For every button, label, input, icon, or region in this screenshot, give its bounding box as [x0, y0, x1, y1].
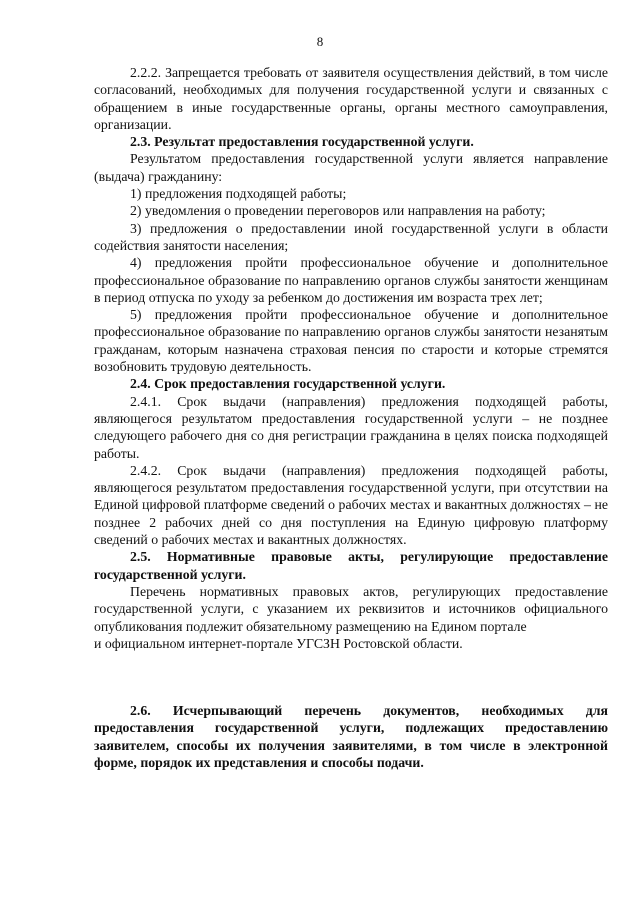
body-paragraph: 2.4.1. Срок выдачи (направления) предложения подходящей работы, являющегося результатом предоставления государственной услуги – не позднее следующего рабочего дня со дня регистрации гражданина в целях поиска подходящей работы. — [94, 393, 608, 461]
body-paragraph: и официальном интернет-портале УГСЗН Ростовской области. — [94, 635, 463, 651]
section-spacer — [94, 652, 608, 702]
page-number: 8 — [316, 34, 324, 49]
section-heading: 2.3. Результат предоставления государственной услуги. — [130, 134, 474, 150]
body-paragraph: Результатом предоставления государственной услуги является направление (выдача) гражданину: — [94, 151, 608, 184]
section-heading: 2.4. Срок предоставления государственной услуги. — [130, 376, 446, 392]
body-paragraph: 3) предложения о предоставлении иной государственной услуги в области содействия занятости населения; — [94, 220, 608, 253]
body-paragraph: 4) предложения пройти профессиональное обучение и дополнительное профессиональное образование по направлению органов службы занятости женщинам в период отпуска по уходу за ребенком до достижения им возраста трех лет; — [94, 255, 608, 305]
body-paragraph: 1) предложения подходящей работы; — [130, 186, 347, 202]
section-heading: 2.6. Исчерпывающий перечень документов, необходимых для предоставления государственной услуги, подлежащих предоставлению заявителем, способы их получения заявителями, в том числе в электронной форме, порядок их представления и способы подачи. — [94, 703, 608, 770]
body-paragraph: 5) предложения пройти профессиональное обучение и дополнительное профессиональное образование по направлению органов службы занятости незанятым гражданам, которым назначена страховая пенсия по старости и которые стремятся возобновить трудовую деятельность. — [94, 307, 608, 375]
body-paragraph: 2.4.2. Срок выдачи (направления) предложения подходящей работы, являющегося результатом предоставления государственной услуги, при отсутствии на Единой цифровой платформе сведений о рабочих местах и вакантных должностях – не позднее 2 рабочих дней со дня поступления на Единую цифровую платформу сведений о рабочих местах и вакантных должностях. — [94, 462, 608, 548]
body-paragraph: 2) уведомления о проведении переговоров или направления на работу; — [130, 203, 546, 219]
section-heading: 2.5. Нормативные правовые акты, регулирующие предоставление государственной услуги. — [94, 549, 608, 582]
body-paragraph: 2.2.2. Запрещается требовать от заявителя осуществления действий, в том числе согласований, необходимых для получения государственной услуги и связанных с обращением в иные государственные органы, органы местного самоуправления, организации. — [94, 65, 608, 132]
document-body — [94, 64, 608, 771]
body-paragraph: Перечень нормативных правовых актов, регулирующих предоставление государственной услуги, с указанием их реквизитов и источников официального опубликования подлежит обязательному размещению на Едином портале — [94, 583, 608, 634]
